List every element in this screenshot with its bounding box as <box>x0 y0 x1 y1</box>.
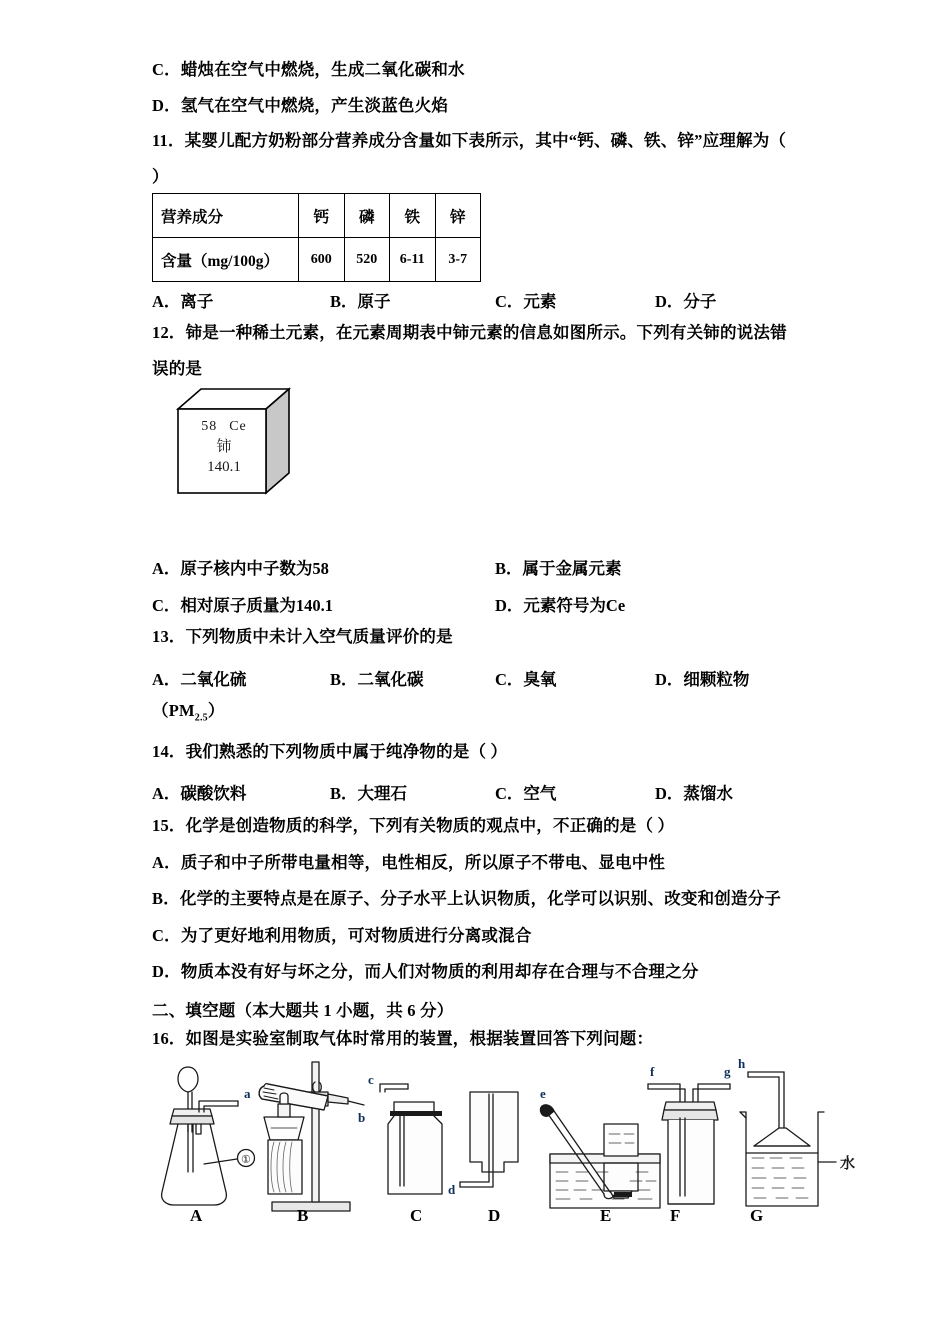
q13-option-a: A．二氧化硫 <box>152 669 247 689</box>
q13-options <box>152 666 862 689</box>
pm-suffix: ） <box>207 700 225 720</box>
cube-element-chinese-name: 铈 <box>216 439 232 455</box>
cube-atomic-mass: 140.1 <box>207 459 241 475</box>
cube-atomic-number: 58 <box>201 419 218 434</box>
q11-option-c: C．元素 <box>495 292 557 311</box>
q14-option-a: A．碳酸饮料 <box>152 784 247 804</box>
q15-option-c: C．为了更好地利用物质，可对物质进行分离或混合 <box>152 925 532 945</box>
q12-option-c: C．相对原子质量为140.1 <box>152 596 334 615</box>
table-cell-value-3: 3-7 <box>435 238 481 282</box>
apparatus-letter-labels <box>152 1206 862 1230</box>
q11-option-a: A．离子 <box>152 292 214 311</box>
nutrition-table-wrapper <box>152 193 862 282</box>
circled-label-one: ① <box>241 1153 251 1166</box>
apparatus-b-test-tube-stand <box>174 1054 364 1211</box>
table-cell-value-0: 600 <box>299 238 345 282</box>
apparatus-a-conical-flask <box>162 1067 255 1205</box>
q11-stem-continuation: ） <box>152 166 169 186</box>
q13-stem: 13．下列物质中未计入空气质量评价的是 <box>152 627 453 646</box>
apparatus-g-beaker-funnel <box>740 1072 836 1206</box>
apparatus-label-f: F <box>670 1205 681 1225</box>
q12-stem-line1: 12．铈是一种稀土元素，在元素周期表中铈元素的信息如图所示。下列有关铈的说法错 <box>152 323 787 342</box>
part-label-a: a <box>244 1085 251 1101</box>
q13-option-d: D．细颗粒物 <box>655 669 750 689</box>
pm-subscript: 2.5 <box>194 711 208 723</box>
part-label-c: c <box>368 1071 374 1087</box>
q10-option-d: D．氢气在空气中燃烧，产生淡蓝色火焰 <box>152 95 449 115</box>
q12-options-row1 <box>152 555 862 578</box>
part-label-f: f <box>650 1063 655 1079</box>
q14-option-d: D．蒸馏水 <box>655 784 733 804</box>
pm-prefix: （PM <box>152 700 195 720</box>
apparatus-drawing <box>152 1054 862 1219</box>
q10-option-c: C．蜡烛在空气中燃烧，生成二氧化碳和水 <box>152 60 465 79</box>
table-cell-col-1: 磷 <box>344 194 390 238</box>
q11-stem: 11．某婴儿配方奶粉部分营养成分含量如下表所示，其中“钙、磷、铁、锌”应理解为（ <box>152 131 787 150</box>
cerium-element-cube-figure <box>174 387 304 505</box>
q14-stem: 14．我们熟悉的下列物质中属于纯净物的是（ ） <box>152 741 508 761</box>
table-cell-value-1: 520 <box>344 238 390 282</box>
apparatus-d-inverted-jar <box>460 1092 518 1187</box>
q11-option-d: D．分子 <box>655 292 717 311</box>
q12-options-row2 <box>152 592 862 615</box>
part-label-g: g <box>724 1063 731 1079</box>
q14-option-b: B．大理石 <box>330 784 408 804</box>
q12-option-b: B．属于金属元素 <box>495 559 622 578</box>
q15-option-d: D．物质本没有好与坏之分，而人们对物质的利用却存在合理与不合理之分 <box>152 962 699 982</box>
apparatus-e-water-displacement <box>540 1105 660 1208</box>
q12-stem-line2: 误的是 <box>152 358 203 378</box>
cube-row-number-symbol <box>182 417 266 437</box>
apparatus-label-b: B <box>297 1205 309 1225</box>
table-cell-col-2: 铁 <box>390 194 436 238</box>
table-cell-value-2: 6-11 <box>390 238 436 282</box>
cube-element-symbol: Ce <box>229 419 247 434</box>
q11-options <box>152 288 862 311</box>
part-label-h: h <box>738 1055 746 1071</box>
table-cell-row-header-0: 营养成分 <box>153 194 299 238</box>
table-cell-col-3: 锌 <box>435 194 481 238</box>
table-row-header <box>153 194 481 238</box>
apparatus-label-d: D <box>488 1205 501 1225</box>
q16-stem: 16．如图是实验室制取气体时常用的装置，根据装置回答下列问题： <box>152 1029 654 1049</box>
part-label-e: e <box>540 1085 546 1101</box>
apparatus-label-e: E <box>600 1205 612 1225</box>
nutrition-table <box>152 193 481 282</box>
page-content <box>152 62 862 1239</box>
part-label-d: d <box>448 1181 456 1197</box>
table-cell-col-0: 钙 <box>299 194 345 238</box>
q13-option-c: C．臭氧 <box>495 669 557 689</box>
apparatus-label-g: G <box>750 1205 764 1225</box>
q15-stem: 15．化学是创造物质的科学，下列有关物质的观点中，不正确的是（ ） <box>152 816 675 836</box>
q12-option-d: D．元素符号为Ce <box>495 596 626 615</box>
q11-option-b: B．原子 <box>330 292 391 311</box>
table-cell-row-header-1: 含量（mg/100g） <box>153 238 299 282</box>
apparatus-label-c: C <box>410 1205 423 1225</box>
water-label: 水 <box>840 1154 856 1172</box>
q13-option-b: B．二氧化碳 <box>330 669 424 689</box>
q14-option-c: C．空气 <box>495 784 557 804</box>
table-row-values <box>153 238 481 282</box>
q15-option-a: A．质子和中子所带电量相等，电性相反，所以原子不带电、显电中性 <box>152 852 666 872</box>
apparatus-label-a: A <box>190 1205 203 1225</box>
q13-option-d-continuation <box>152 700 862 723</box>
apparatus-c-gas-jar <box>380 1084 442 1194</box>
cube-face-content <box>182 417 266 477</box>
q15-option-b: B．化学的主要特点是在原子、分子水平上认识物质，化学可以识别、改变和创造分子 <box>152 889 782 909</box>
section2-heading: 二、填空题（本大题共 1 小题，共 6 分） <box>152 1000 454 1020</box>
gas-apparatus-figure <box>152 1054 862 1239</box>
q12-option-a: A．原子核内中子数为58 <box>152 559 329 578</box>
part-label-b: b <box>358 1109 366 1125</box>
q14-options <box>152 780 862 804</box>
